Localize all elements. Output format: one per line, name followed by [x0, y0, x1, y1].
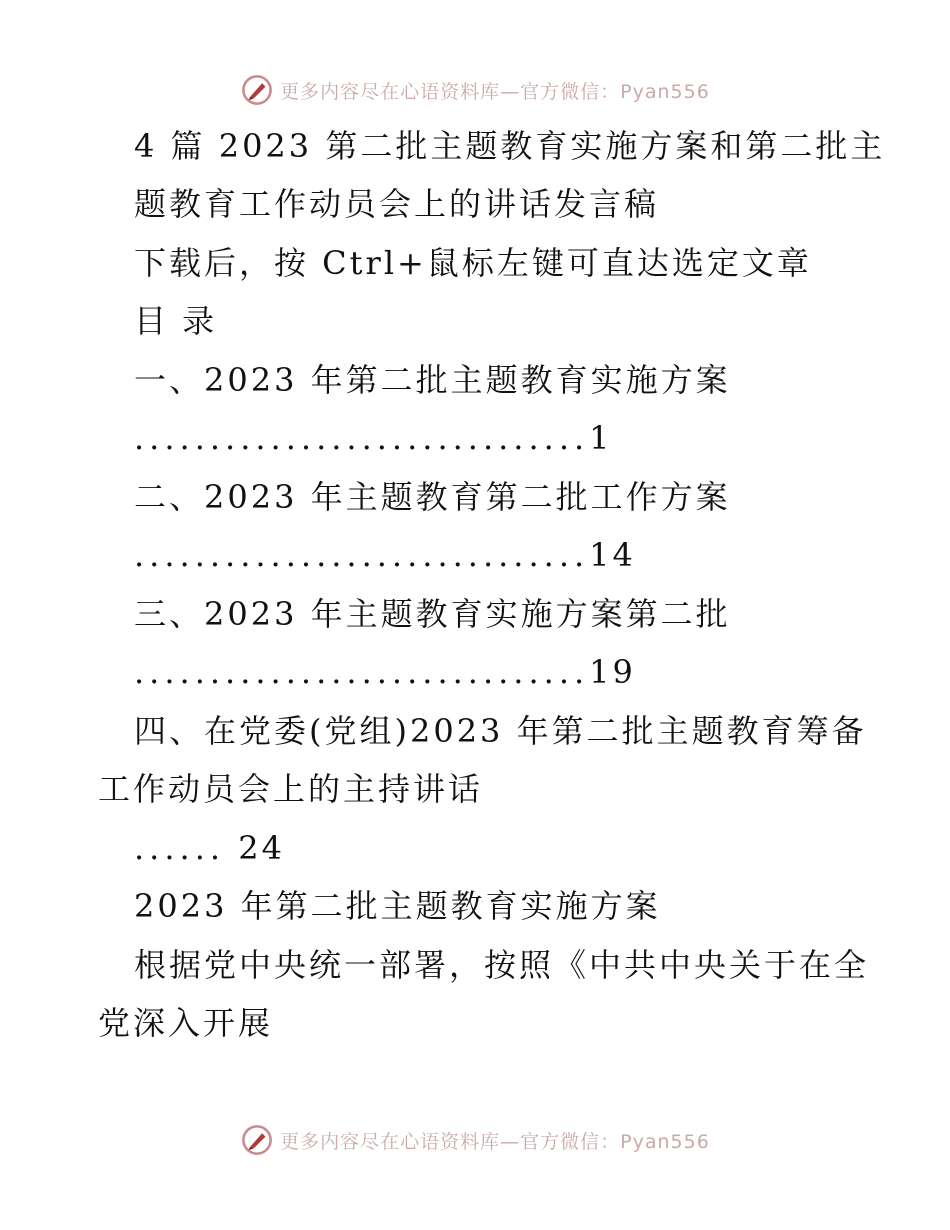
doc-title-line-1: 4 篇 2023 第二批主题教育实施方案和第二批主 [134, 127, 886, 165]
watermark-text: 更多内容尽在心语资料库—官方微信： [280, 1130, 621, 1153]
toc-dot-leader: .............................. [134, 419, 590, 457]
toc-entry-1-leader[interactable] [134, 418, 613, 458]
body-paragraph-line-1: 根据党中央统一部署，按照《中共中央关于在全 [134, 946, 870, 984]
toc-entry-3-title[interactable]: 三、2023 年主题教育实施方案第二批 [134, 595, 731, 633]
doc-title-line-2: 题教育工作动员会上的讲话发言稿 [134, 185, 660, 223]
download-hint: 下载后，按 Ctrl+鼠标左键可直达选定文章 [134, 244, 812, 282]
watermark-wechat-id: Pyan556 [620, 80, 710, 103]
toc-heading: 目 录 [134, 302, 218, 340]
toc-page-number: 19 [589, 653, 636, 691]
section-title: 2023 年第二批主题教育实施方案 [134, 887, 661, 925]
body-paragraph-line-2: 党深入开展 [98, 1004, 274, 1042]
toc-entry-2-leader[interactable] [134, 535, 636, 575]
toc-entry-3-leader[interactable] [134, 652, 636, 692]
toc-dot-leader: ...... [134, 829, 226, 867]
toc-dot-leader: .............................. [134, 653, 590, 691]
toc-entry-4-title-line-2[interactable]: 工作动员会上的主持讲话 [98, 770, 484, 808]
toc-entry-1-title[interactable]: 一、2023 年第二批主题教育实施方案 [134, 361, 731, 399]
watermark-text: 更多内容尽在心语资料库—官方微信： [280, 80, 621, 103]
toc-page-number: 1 [589, 419, 613, 457]
toc-entry-4-leader[interactable] [134, 828, 285, 868]
pen-logo-icon [240, 1123, 274, 1157]
toc-page-number: 24 [238, 829, 285, 867]
watermark-wechat-id: Pyan556 [620, 1130, 710, 1153]
toc-dot-leader: .............................. [134, 536, 590, 574]
toc-page-number: 14 [589, 536, 636, 574]
pen-logo-icon [240, 73, 274, 107]
toc-entry-2-title[interactable]: 二、2023 年主题教育第二批工作方案 [134, 478, 731, 516]
toc-entry-4-title-line-1[interactable]: 四、在党委(党组)2023 年第二批主题教育筹备 [134, 712, 867, 750]
watermark-footer [0, 1120, 950, 1160]
watermark-header [0, 70, 950, 110]
